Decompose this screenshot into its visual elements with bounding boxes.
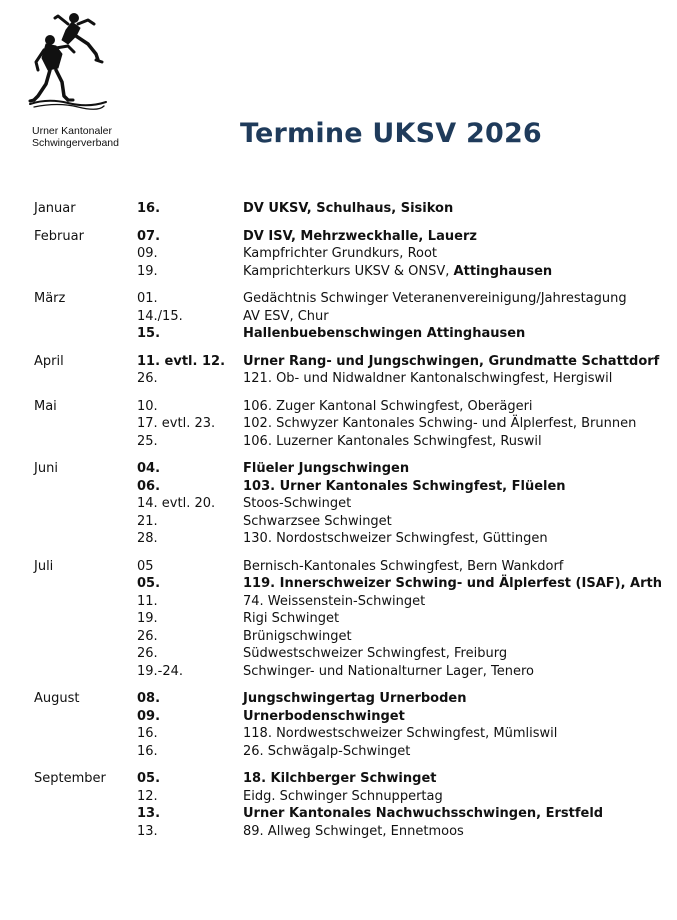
event-date: 21. [137, 513, 158, 529]
event-description [243, 398, 533, 416]
event-date: 12. [137, 788, 158, 804]
event-row [34, 708, 664, 726]
event-row [34, 610, 664, 628]
month-group [34, 558, 664, 681]
event-description [243, 610, 339, 628]
event-row [34, 245, 664, 263]
event-description [243, 415, 636, 433]
event-description [243, 263, 552, 281]
event-text: 102. Schwyzer Kantonales Schwing- und Älplerfest, Brunnen [243, 416, 637, 431]
event-description [243, 370, 612, 388]
event-schedule [34, 200, 664, 850]
event-row [34, 370, 664, 388]
event-row [34, 823, 664, 841]
event-date: 06. [137, 478, 161, 494]
organization-name [32, 125, 119, 149]
event-text: Schwarzsee Schwinget [243, 513, 392, 529]
event-row [34, 805, 664, 823]
month-label: Juli [34, 558, 54, 574]
event-row [34, 743, 664, 761]
event-description [243, 805, 603, 823]
month-group [34, 353, 664, 388]
month-label: September [34, 771, 106, 786]
event-text: Gedächtnis Schwinger Veteranenvereinigung/Jahrestagung [243, 291, 627, 306]
event-description [243, 353, 659, 371]
event-text: Hallenbuebenschwingen Attinghausen [243, 326, 526, 341]
event-text: Attinghausen [453, 263, 553, 279]
month-group [34, 770, 664, 840]
event-date: 11. evtl. 12. [137, 353, 226, 369]
event-description [243, 725, 557, 743]
event-description [243, 245, 437, 263]
event-text: Brünigschwinget [243, 628, 352, 644]
event-description [243, 788, 443, 806]
event-date: 10. [137, 398, 158, 414]
event-date: 17. evtl. 23. [137, 416, 216, 431]
event-description [243, 743, 410, 761]
event-text: Kamprichterkurs UKSV & ONSV, [243, 263, 454, 279]
event-row [34, 725, 664, 743]
event-description [243, 460, 409, 478]
event-text: Schwinger- und Nationalturner Lager, Tenero [243, 663, 534, 679]
event-description [243, 575, 662, 593]
event-description [243, 495, 351, 513]
event-date: 11. [137, 593, 158, 609]
event-date: 26. [137, 371, 158, 386]
event-row [34, 770, 664, 788]
event-description [243, 558, 563, 576]
month-group [34, 290, 664, 343]
event-row [34, 628, 664, 646]
event-text: Flüeler Jungschwingen [243, 461, 410, 476]
event-text: Rigi Schwinget [243, 611, 340, 626]
event-description [243, 530, 548, 548]
event-description [243, 325, 525, 343]
event-description [243, 290, 627, 308]
event-text: 118. Nordwestschweizer Schwingfest, Mümliswil [243, 726, 558, 741]
event-date: 04. [137, 461, 161, 476]
event-description [243, 708, 405, 726]
event-date: 16. [137, 201, 161, 216]
event-date: 09. [137, 246, 158, 261]
event-date: 25. [137, 433, 158, 449]
event-row [34, 530, 664, 548]
event-text: Urner Kantonales Nachwuchsschwingen, Erstfeld [243, 806, 604, 821]
event-date: 07. [137, 228, 161, 244]
event-row [34, 690, 664, 708]
event-description [243, 823, 464, 841]
event-date: 05 [137, 558, 154, 574]
event-text: Bernisch-Kantonales Schwingfest, Bern Wankdorf [243, 558, 564, 574]
event-description [243, 308, 329, 326]
event-row [34, 325, 664, 343]
event-date: 19. [137, 611, 158, 626]
event-row [34, 663, 664, 681]
month-label: Mai [34, 398, 57, 414]
event-text: Südwestschweizer Schwingfest, Freiburg [243, 646, 508, 661]
event-text: 26. Schwägalp-Schwinget [243, 743, 411, 759]
event-description [243, 433, 542, 451]
event-date: 05. [137, 771, 161, 786]
event-date: 26. [137, 646, 158, 661]
event-row [34, 495, 664, 513]
month-group [34, 460, 664, 548]
event-date: 19.-24. [137, 663, 184, 679]
organization-name-line1: Urner Kantonaler [32, 125, 112, 137]
event-date: 14./15. [137, 308, 183, 324]
event-date: 14. evtl. 20. [137, 496, 216, 511]
event-text: DV ISV, Mehrzweckhalle, Lauerz [243, 228, 477, 244]
event-description [243, 690, 467, 708]
month-label: August [34, 691, 80, 706]
event-text: Eidg. Schwinger Schnuppertag [243, 788, 443, 804]
event-row [34, 558, 664, 576]
event-text: Kampfrichter Grundkurs, Root [243, 246, 438, 261]
event-text: 103. Urner Kantonales Schwingfest, Flüelen [243, 478, 566, 494]
event-text: Urner Rang- und Jungschwingen, Grundmatte Schattdorf [243, 353, 660, 369]
event-row [34, 398, 664, 416]
event-text: AV ESV, Chur [243, 308, 329, 324]
event-description [243, 593, 425, 611]
event-description [243, 228, 477, 246]
event-text: Urnerbodenschwinget [243, 708, 405, 724]
event-date: 16. [137, 726, 158, 741]
event-text: 89. Allweg Schwinget, Ennetmoos [243, 823, 464, 839]
event-text: DV UKSV, Schulhaus, Sisikon [243, 201, 454, 216]
organization-name-line2: Schwingerverband [32, 137, 119, 149]
event-text: Jungschwingertag Urnerboden [243, 691, 467, 706]
page-title: Termine UKSV 2026 [240, 118, 542, 149]
event-description [243, 200, 453, 218]
event-row [34, 308, 664, 326]
month-label: Januar [34, 201, 76, 216]
event-date: 09. [137, 708, 161, 724]
event-row [34, 575, 664, 593]
event-row [34, 290, 664, 308]
event-date: 13. [137, 806, 161, 821]
event-row [34, 788, 664, 806]
month-label: Februar [34, 228, 84, 244]
event-text: 106. Luzerner Kantonales Schwingfest, Ruswil [243, 433, 542, 449]
event-row [34, 228, 664, 246]
event-description [243, 513, 392, 531]
event-row [34, 415, 664, 433]
event-row [34, 513, 664, 531]
event-description [243, 770, 436, 788]
event-text: 119. Innerschweizer Schwing- und Älplerfest (ISAF), Arth [243, 576, 662, 591]
event-row [34, 460, 664, 478]
event-date: 28. [137, 531, 158, 546]
event-date: 16. [137, 743, 158, 759]
event-text: 74. Weissenstein-Schwinget [243, 593, 426, 609]
event-row [34, 478, 664, 496]
month-label: April [34, 353, 64, 369]
event-date: 13. [137, 823, 158, 839]
event-row [34, 433, 664, 451]
event-date: 15. [137, 326, 161, 341]
event-description [243, 628, 352, 646]
wrestlers-logo-icon [28, 10, 108, 112]
event-text: 18. Kilchberger Schwinget [243, 771, 437, 786]
event-row [34, 263, 664, 281]
month-group [34, 200, 664, 218]
event-description [243, 478, 566, 496]
event-date: 01. [137, 291, 158, 306]
event-date: 19. [137, 263, 158, 279]
event-text: Stoos-Schwinget [243, 496, 352, 511]
event-date: 26. [137, 628, 158, 644]
event-row [34, 353, 664, 371]
event-row [34, 200, 664, 218]
event-description [243, 663, 534, 681]
event-row [34, 645, 664, 663]
event-row [34, 593, 664, 611]
month-group [34, 228, 664, 281]
event-text: 130. Nordostschweizer Schwingfest, Güttingen [243, 531, 548, 546]
event-date: 08. [137, 691, 161, 706]
event-text: 106. Zuger Kantonal Schwingfest, Oberägeri [243, 398, 533, 414]
month-label: Juni [34, 461, 58, 476]
month-label: März [34, 291, 66, 306]
event-text: 121. Ob- und Nidwaldner Kantonalschwingfest, Hergiswil [243, 371, 613, 386]
month-group [34, 690, 664, 760]
event-description [243, 645, 507, 663]
event-date: 05. [137, 576, 161, 591]
month-group [34, 398, 664, 451]
